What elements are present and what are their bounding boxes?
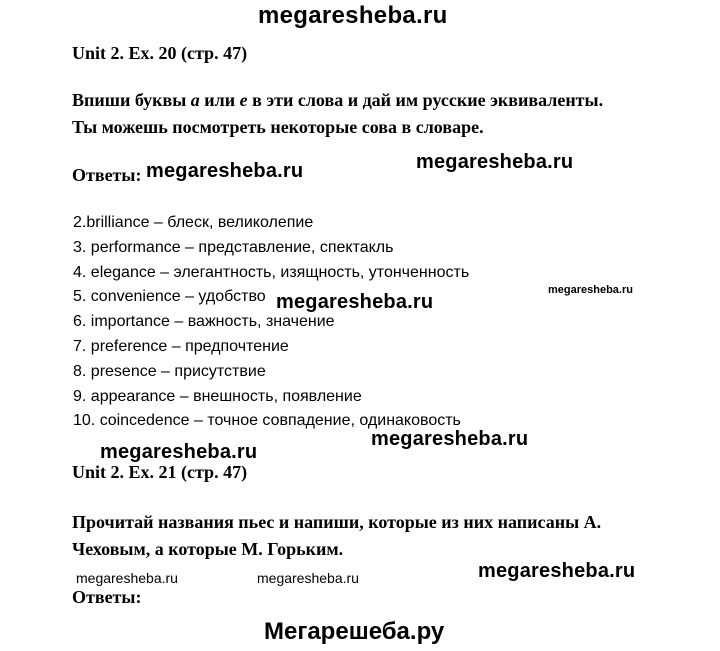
ex20-answer-list (73, 211, 469, 434)
ex20-instruction-line1: Впиши буквы a или e в эти слова и дай им русские эквиваленты. (72, 90, 604, 110)
header-watermark: megaresheba.ru (258, 2, 448, 29)
ex21-title: Unit 2. Ex. 21 (стр. 47) (72, 462, 248, 482)
answer-item: 10. coincedence – точное совпадение, одинаковость (73, 412, 461, 430)
watermark-left-2: megaresheba.ru (100, 441, 258, 463)
ex20-title: Unit 2. Ex. 20 (стр. 47) (72, 43, 248, 63)
watermark-right-1: megaresheba.ru (416, 151, 574, 173)
answer-item: 2.brilliance – блеск, великолепие (73, 214, 314, 231)
answer-item: 9. appearance – внешность, появление (73, 387, 362, 405)
answer-item: 7. preference – предпочтение (73, 337, 289, 355)
ex20-instruction (72, 87, 603, 141)
ex21-instruction-line1: Прочитай названия пьес и напиши, которые из них написаны А. (72, 512, 602, 532)
letter-e: e (239, 90, 248, 110)
answer-item: 3. performance – представление, спектакль (73, 238, 394, 256)
answer-item: 5. convenience – удобство (73, 288, 266, 306)
letter-a: a (190, 90, 200, 110)
ex21-instruction (72, 509, 601, 563)
ex21-answers-label: Ответы: (72, 587, 142, 607)
watermark-small-mid: megaresheba.ru (257, 570, 359, 586)
watermark-mid-1: megaresheba.ru (276, 291, 434, 313)
watermark-tiny-right: megaresheba.ru (548, 284, 633, 296)
ex20-instruction-line2: Ты можешь посмотреть некоторые сова в словаре. (72, 117, 484, 137)
watermark-right-2: megaresheba.ru (371, 428, 529, 450)
answer-item: 6. importance – важность, значение (73, 313, 335, 331)
ex20-answers-label: Ответы: (72, 165, 142, 185)
watermark-small-left: megaresheba.ru (76, 570, 178, 586)
watermark-answers-line: megaresheba.ru (146, 160, 304, 182)
answer-item: 4. elegance – элегантность, изящность, утонченность (73, 263, 470, 281)
footer-brand: Мегарешеба.ру (264, 618, 445, 645)
ex21-instruction-line2: Чеховым, а которые М. Горьким. (72, 539, 344, 559)
answer-item: 8. presence – присутствие (73, 362, 266, 380)
watermark-right-3: megaresheba.ru (478, 560, 636, 582)
